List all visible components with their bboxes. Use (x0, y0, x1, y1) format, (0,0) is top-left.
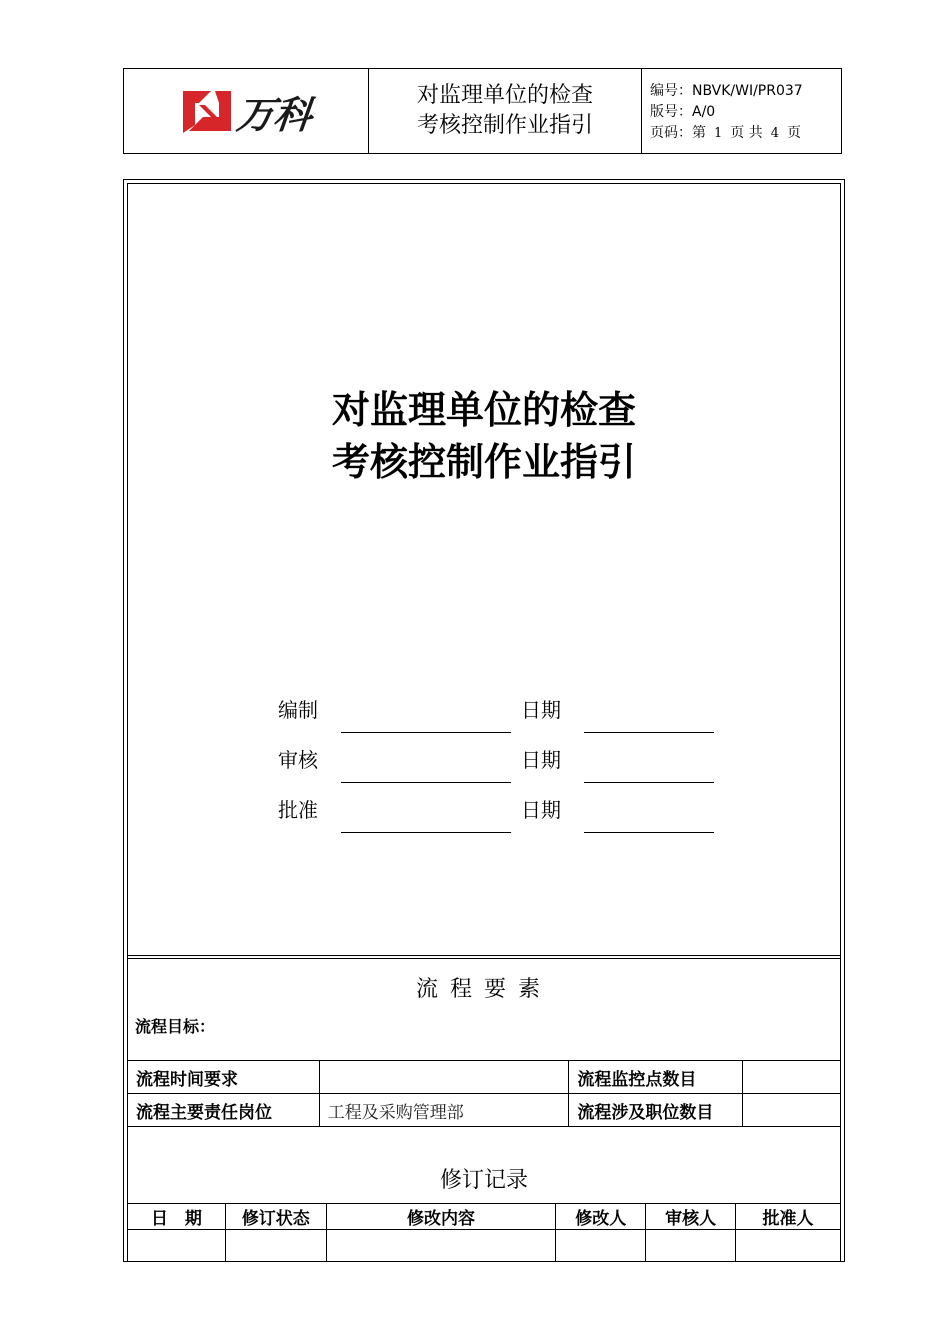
revision-col-reviewer: 审核人 (646, 1204, 736, 1230)
document-title-line2: 考核控制作业指引 (331, 440, 636, 484)
process-owner-value[interactable]: 工程及采购管理部 (319, 1094, 569, 1127)
document-title-line1: 对监理单位的检查 (331, 388, 636, 432)
process-section-title: 流程要素 (415, 977, 552, 1002)
doc-version-label: 版号： (650, 104, 692, 120)
doc-code-value: NBVK/WI/PR037 (692, 83, 803, 99)
process-positions-label: 流程涉及职位数目 (569, 1094, 743, 1127)
header-title-line2: 考核控制作业指引 (416, 113, 593, 138)
section-divider-top (127, 955, 841, 956)
page-current: 1 (714, 126, 723, 141)
revision-record-title: 修订记录 (439, 1168, 528, 1193)
revision-col-editor: 修改人 (556, 1204, 646, 1230)
page-number-row (650, 123, 841, 144)
revision-table (127, 1203, 841, 1262)
table-row (128, 1061, 841, 1094)
date-line[interactable] (584, 832, 714, 833)
company-logo (181, 84, 311, 139)
page-mid-label: 页 共 (730, 125, 763, 141)
document-title (127, 384, 841, 488)
header-title (369, 69, 642, 153)
date-label: 日期 (521, 698, 561, 722)
page-end-label: 页 (787, 125, 802, 141)
table-row (128, 1230, 841, 1262)
signature-role: 批准 (278, 798, 318, 822)
signature-row-approve (278, 794, 718, 834)
process-positions-value[interactable] (743, 1094, 841, 1127)
signature-row-review (278, 744, 718, 784)
revision-cell[interactable] (326, 1230, 556, 1262)
vanke-logo-icon (181, 85, 233, 137)
process-info-table (127, 1060, 841, 1127)
revision-cell[interactable] (225, 1230, 326, 1262)
revision-col-status: 修订状态 (225, 1204, 326, 1230)
logo-cell (124, 69, 369, 153)
process-monitor-label: 流程监控点数目 (569, 1061, 743, 1094)
doc-code-label: 编号： (650, 83, 692, 99)
process-monitor-value[interactable] (743, 1061, 841, 1094)
revision-col-approver: 批准人 (736, 1204, 841, 1230)
signature-line[interactable] (341, 832, 511, 833)
header-title-line1: 对监理单位的检查 (416, 83, 593, 108)
signature-row-prepare (278, 694, 718, 734)
document-header (123, 68, 842, 154)
date-line[interactable] (584, 732, 714, 733)
brand-name: 万科 (234, 92, 313, 137)
process-goal-label: 流程目标： (135, 1017, 216, 1036)
page-label: 页码：第 (650, 125, 706, 141)
revision-cell[interactable] (128, 1230, 226, 1262)
section-divider-bottom (127, 958, 841, 959)
doc-version-row (650, 102, 841, 123)
date-label: 日期 (521, 798, 561, 822)
date-label: 日期 (521, 748, 561, 772)
revision-col-content: 修改内容 (326, 1204, 556, 1230)
header-info (642, 69, 841, 153)
doc-version-value: A/0 (692, 104, 716, 120)
date-line[interactable] (584, 782, 714, 783)
revision-cell[interactable] (646, 1230, 736, 1262)
signature-role: 审核 (278, 748, 318, 772)
revision-cell[interactable] (556, 1230, 646, 1262)
process-owner-label: 流程主要责任岗位 (128, 1094, 320, 1127)
revision-col-date: 日 期 (128, 1204, 226, 1230)
revision-cell[interactable] (736, 1230, 841, 1262)
signature-role: 编制 (278, 698, 318, 722)
signature-line[interactable] (341, 782, 511, 783)
process-time-value[interactable] (319, 1061, 569, 1094)
table-row (128, 1094, 841, 1127)
revision-header-row (128, 1204, 841, 1230)
process-time-label: 流程时间要求 (128, 1061, 320, 1094)
signature-line[interactable] (341, 732, 511, 733)
page-total: 4 (770, 126, 780, 141)
doc-code-row (650, 81, 841, 102)
